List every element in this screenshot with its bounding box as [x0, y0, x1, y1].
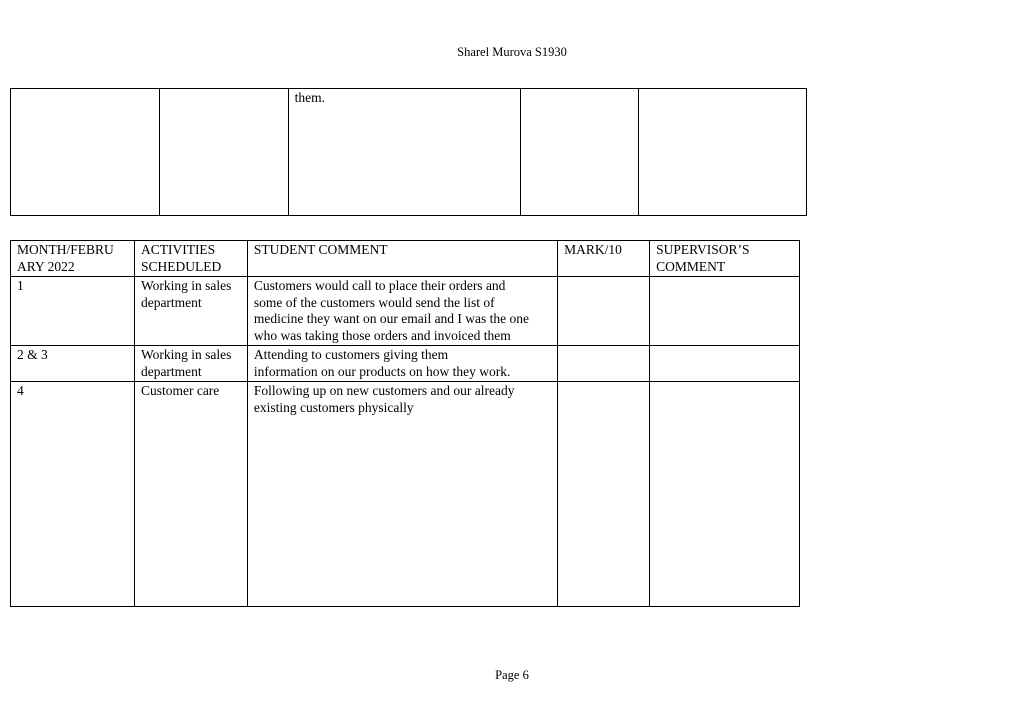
activity-cell: Working in sales department — [134, 277, 247, 346]
table-row — [11, 346, 800, 382]
header-text: Sharel Murova S1930 — [457, 45, 567, 59]
comment-cell: Customers would call to place their orders and some of the customers would send the list of medicine they want on our email and I was the one who was taking those orders and invoiced them — [247, 277, 557, 346]
mark-cell — [558, 382, 650, 607]
table-row — [11, 382, 800, 607]
header-supervisor-comment: SUPERVISOR’S COMMENT — [650, 241, 800, 277]
activity-log-table — [10, 240, 800, 607]
table-cell: them. — [288, 89, 521, 216]
table-row — [11, 277, 800, 346]
mark-cell — [558, 277, 650, 346]
activity-cell: Working in sales department — [134, 346, 247, 382]
page-footer — [0, 667, 1024, 684]
header-month: MONTH/FEBRU ARY 2022 — [11, 241, 135, 277]
day-cell: 2 & 3 — [11, 346, 135, 382]
table-cell — [521, 89, 639, 216]
supervisor-cell — [650, 382, 800, 607]
page-number: Page 6 — [495, 668, 529, 682]
mark-cell — [558, 346, 650, 382]
day-cell: 1 — [11, 277, 135, 346]
table-cell — [639, 89, 807, 216]
supervisor-cell — [650, 277, 800, 346]
comment-cell: Attending to customers giving them information on our products on how they work. — [247, 346, 557, 382]
header-mark: MARK/10 — [558, 241, 650, 277]
table-header-row — [11, 241, 800, 277]
comment-cell: Following up on new customers and our already existing customers physically — [247, 382, 557, 607]
page-header — [0, 44, 1024, 61]
supervisor-cell — [650, 346, 800, 382]
table-row — [11, 89, 807, 216]
activity-cell: Customer care — [134, 382, 247, 607]
header-student-comment: STUDENT COMMENT — [247, 241, 557, 277]
day-cell: 4 — [11, 382, 135, 607]
table-cell — [159, 89, 288, 216]
continued-table — [10, 88, 807, 216]
table-cell — [11, 89, 160, 216]
header-activities: ACTIVITIES SCHEDULED — [134, 241, 247, 277]
